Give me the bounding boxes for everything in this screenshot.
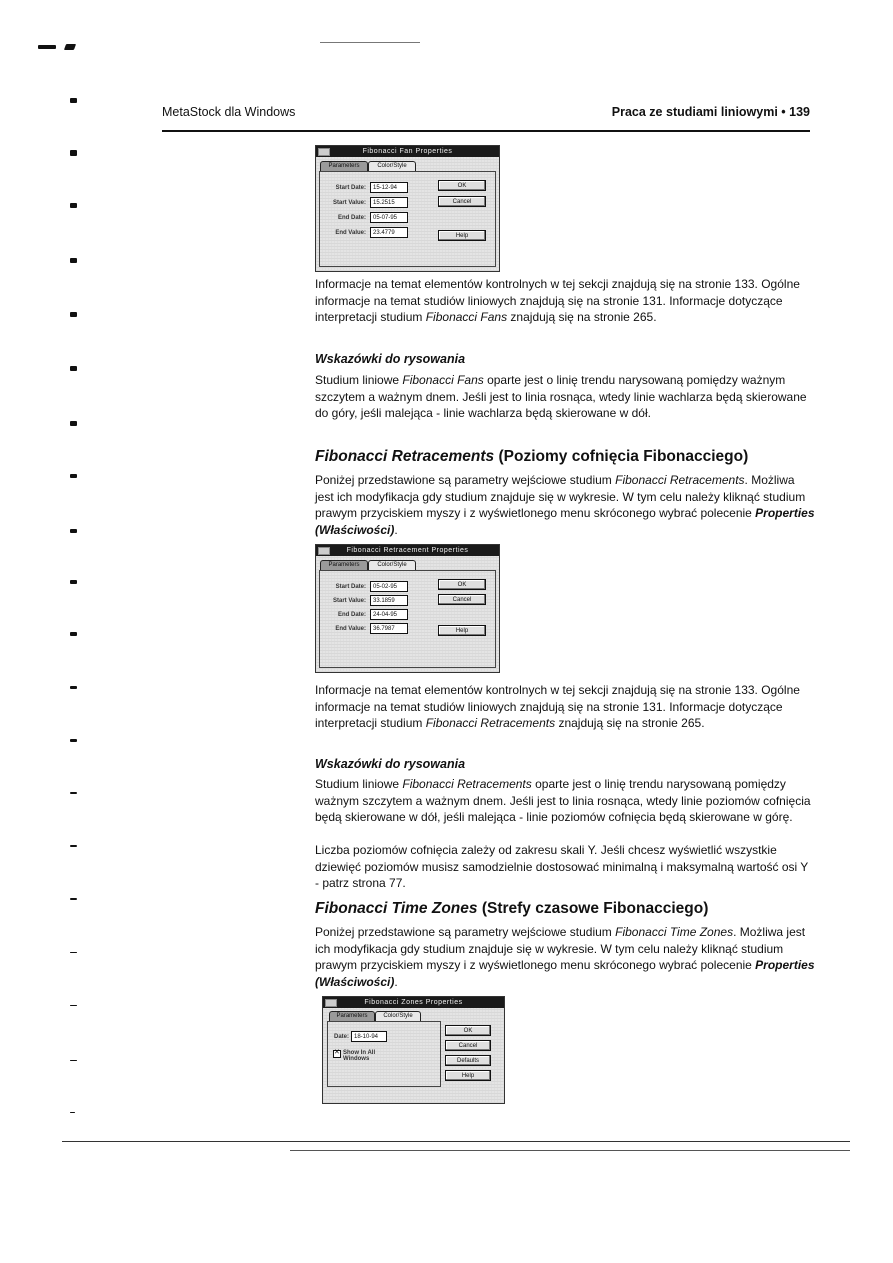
fibonacci-retracements-heading	[315, 448, 748, 466]
cancel-button[interactable]: Cancel	[445, 1040, 491, 1051]
header-rule	[162, 130, 810, 132]
ok-button[interactable]: OK	[438, 579, 486, 590]
section1-tips-paragraph	[315, 372, 815, 422]
cancel-button[interactable]: Cancel	[438, 594, 486, 605]
tab-color-style[interactable]: Color/Style	[375, 1011, 421, 1021]
start-date-label: Start Date:	[335, 185, 366, 191]
header-chapter-page: Praca ze studiami liniowymi • 139	[611, 105, 810, 119]
end-value-label: End Value:	[335, 230, 366, 236]
system-menu-icon[interactable]	[318, 148, 330, 156]
system-menu-icon[interactable]	[325, 999, 337, 1007]
fibonacci-time-zones-heading	[315, 900, 708, 918]
section2-tips-paragraph	[315, 776, 815, 826]
checkbox-mark: ✕	[334, 1049, 340, 1056]
text-run: . Możliwa jest ich modyfikacja gdy studium znajduje się w wykresie. W tym celu należy kliknąć studium prawym przyciskiem myszy i z wyświetlonego menu skróconego wybrać polecenie	[315, 925, 806, 972]
date-field[interactable]: 18-10-94	[351, 1031, 387, 1042]
text-run: Poniżej przedstawione są parametry wejściowe studium	[315, 473, 616, 487]
end-value-field[interactable]: 36.7987	[370, 623, 408, 634]
section2-info-paragraph	[315, 682, 815, 732]
system-menu-icon[interactable]	[318, 547, 330, 555]
heading-subtitle: (Poziomy cofnięcia Fibonacciego)	[494, 448, 749, 465]
header-book-title: MetaStock dla Windows	[162, 105, 296, 119]
help-button[interactable]: Help	[438, 625, 486, 636]
section1-tips-heading: Wskazówki do rysowania	[315, 352, 466, 366]
end-value-label: End Value:	[335, 626, 366, 632]
end-value-field[interactable]: 23.4779	[370, 227, 408, 238]
text-run: . Możliwa jest ich modyfikacja gdy studium znajduje się w wykresie. W tym celu należy kliknąć studium prawym przyciskiem myszy i z wyświetlonego menu skróconego wybrać polecenie	[315, 473, 806, 520]
dialog-title-bar	[316, 146, 499, 157]
dialog-title-bar	[316, 545, 499, 556]
ok-button[interactable]: OK	[438, 180, 486, 191]
text-run: znajdują się na stronie 265.	[507, 310, 657, 324]
start-value-label: Start Value:	[332, 200, 366, 206]
heading-study-name: Fibonacci Time Zones	[315, 900, 478, 917]
start-date-field[interactable]: 15-12-94	[370, 182, 408, 193]
heading-study-name: Fibonacci Retracements	[315, 448, 495, 465]
help-button[interactable]: Help	[438, 230, 486, 241]
tab-parameters[interactable]: Parameters	[320, 560, 368, 570]
study-name: Fibonacci Retracements	[615, 473, 745, 487]
text-run: Informacje na temat elementów kontrolnych w tej sekcji znajdują się na stronie 133. Ogólne informacje na temat studiów liniowych znajdują się na stronie 131. Informacje dotyczące interpretacji studium	[315, 683, 800, 730]
fibonacci-retracement-dialog	[315, 544, 500, 673]
tab-parameters[interactable]: Parameters	[320, 161, 368, 171]
dialog-title: Fibonacci Retracement Properties	[346, 547, 469, 554]
date-label: Date:	[333, 1034, 349, 1040]
start-value-label: Start Value:	[332, 598, 366, 604]
tab-color-style[interactable]: Color/Style	[368, 560, 416, 570]
end-date-field[interactable]: 24-04-95	[370, 609, 408, 620]
show-in-all-windows-checkbox[interactable]	[333, 1050, 341, 1058]
study-name: Fibonacci Fans	[402, 373, 484, 387]
heading-subtitle: (Strefy czasowe Fibonacciego)	[477, 900, 709, 917]
top-rule	[320, 42, 420, 43]
dialog-title: Fibonacci Zones Properties	[364, 999, 463, 1006]
text-run: Poniżej przedstawione są parametry wejściowe studium	[315, 925, 616, 939]
footer-rule-secondary	[290, 1150, 850, 1151]
text-run: Studium liniowe	[315, 373, 403, 387]
text-run: oparte jest o linię trendu narysowaną pomiędzy ważnym szczytem a ważnym dnem. Jeśli jest to linia rosnąca, wtedy linie wachlarza będą skierowane do góry, jeśli malejąca - linie wachlarza będą skierowane w dół.	[315, 373, 807, 420]
start-date-label: Start Date:	[335, 584, 366, 590]
study-name: Fibonacci Retracements	[425, 716, 556, 730]
text-run: .	[394, 522, 398, 537]
dialog-title-bar	[323, 997, 504, 1008]
study-name: Fibonacci Time Zones	[615, 925, 734, 939]
defaults-button[interactable]: Defaults	[445, 1055, 491, 1066]
cancel-button[interactable]: Cancel	[438, 196, 486, 207]
section2-tips-heading: Wskazówki do rysowania	[315, 757, 466, 771]
command-name: Properties (Właściwości)	[315, 506, 815, 537]
text-run: .	[394, 974, 398, 989]
text-run: oparte jest o linię trendu narysowaną pomiędzy ważnym szczytem a ważnym dnem. Jeśli jest to linia rosnąca, wtedy linie poziomów cofnięcia będą skierowane w dół, jeśli malejąca - linie poziomów cofnięcia będą skierowane w górę.	[315, 777, 811, 824]
tab-parameters[interactable]: Parameters	[329, 1011, 375, 1021]
fibonacci-zones-dialog	[322, 996, 505, 1104]
footer-rule	[62, 1141, 850, 1142]
text-run: znajdują się na stronie 265.	[555, 716, 705, 730]
section1-info-paragraph	[315, 276, 815, 326]
start-date-field[interactable]: 05-02-95	[370, 581, 408, 592]
command-name: Properties (Właściwości)	[315, 958, 815, 989]
fibonacci-fan-dialog	[315, 145, 500, 272]
ok-button[interactable]: OK	[445, 1025, 491, 1036]
section3-intro-paragraph	[315, 924, 815, 990]
dialog-title: Fibonacci Fan Properties	[362, 148, 453, 155]
study-name: Fibonacci Retracements	[402, 777, 532, 791]
text-run: Studium liniowe	[315, 777, 403, 791]
end-date-label: End Date:	[337, 612, 366, 618]
section2-intro-paragraph	[315, 472, 815, 538]
text-run: Informacje na temat elementów kontrolnych w tej sekcji znajdują się na stronie 133. Ogólne informacje na temat studiów liniowych znajdują się na stronie 131. Informacje dotyczące interpretacji studium	[315, 277, 800, 324]
start-value-field[interactable]: 33.1859	[370, 595, 408, 606]
end-date-field[interactable]: 05-07-95	[370, 212, 408, 223]
section2-yscale-paragraph: Liczba poziomów cofnięcia zależy od zakresu skali Y. Jeśli chcesz wyświetlić wszystkie dziewięć poziomów musisz samodzielnie dostosować minimalną i maksymalną wartość osi Y - patrz strona 77.	[315, 843, 809, 890]
study-name: Fibonacci Fans	[425, 310, 508, 324]
show-in-all-windows-label: Show In All Windows	[343, 1050, 376, 1062]
help-button[interactable]: Help	[445, 1070, 491, 1081]
tab-color-style[interactable]: Color/Style	[368, 161, 416, 171]
start-value-field[interactable]: 15.2515	[370, 197, 408, 208]
running-header	[162, 105, 810, 125]
end-date-label: End Date:	[337, 215, 366, 221]
